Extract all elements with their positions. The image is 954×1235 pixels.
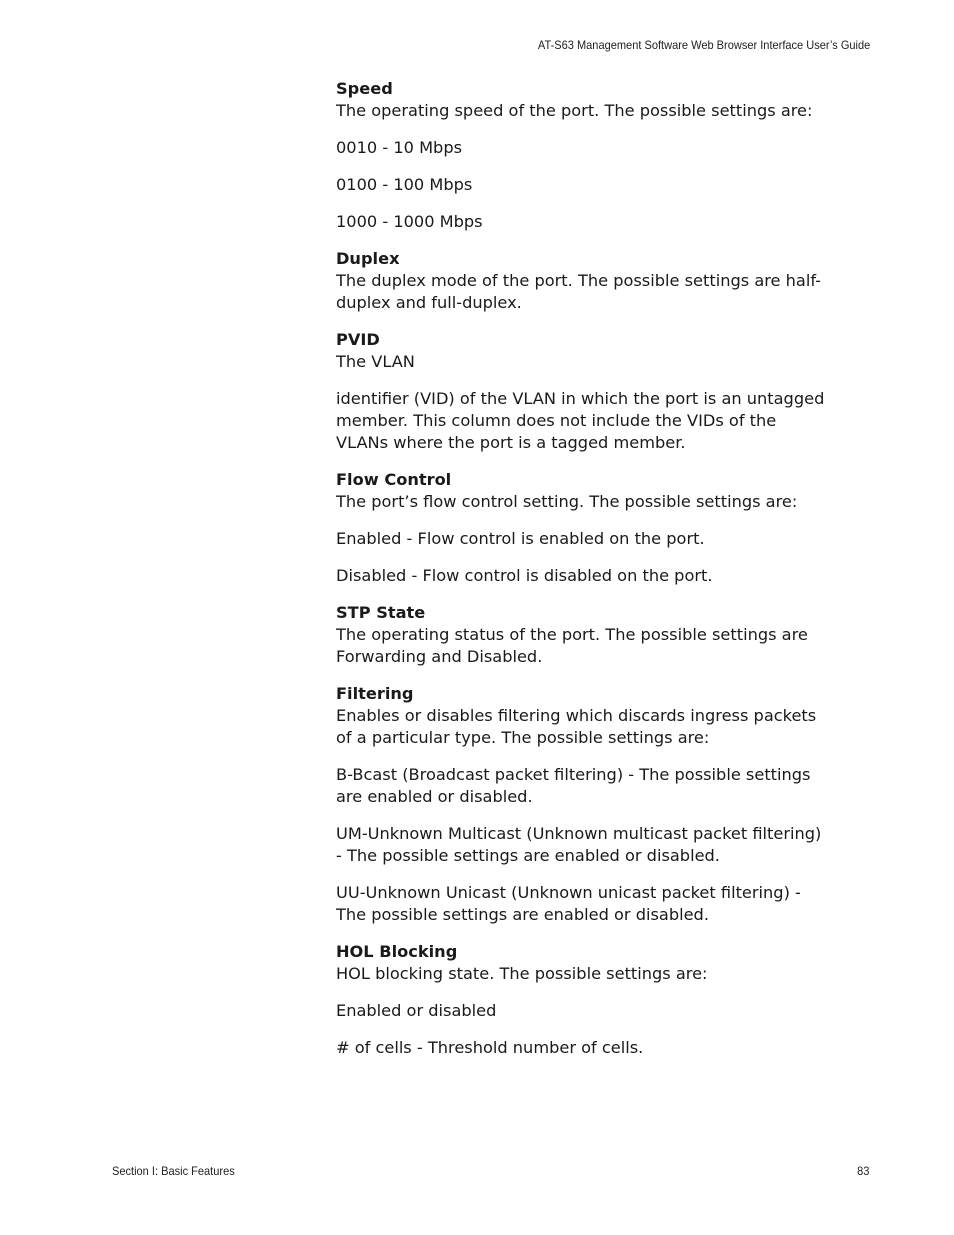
section-speed — [336, 78, 832, 233]
filtering-unknown-unicast: UU-Unknown Unicast (Unknown unicast packet filtering) - The possible settings are enabled or disabled. — [336, 883, 801, 924]
filtering-description: Enables or disables filtering which discards ingress packets of a particular type. The possible settings are: — [336, 706, 817, 747]
flow-control-description: The port’s flow control setting. The possible settings are: — [336, 492, 798, 511]
pvid-description: identifier (VID) of the VLAN in which the port is an untagged member. This column does not include the VIDs of the VLANs where the port is a tagged member. — [336, 389, 825, 452]
section-filtering — [336, 683, 832, 926]
hol-blocking-description: HOL blocking state. The possible settings are: — [336, 964, 708, 983]
section-flow-control — [336, 469, 832, 587]
stp-state-description: The operating status of the port. The possible settings are Forwarding and Disabled. — [336, 625, 808, 666]
section-stp-state — [336, 602, 832, 668]
term-flow-control: Flow Control — [336, 470, 452, 489]
section-duplex — [336, 248, 832, 314]
document-body — [336, 78, 832, 1074]
term-filtering: Filtering — [336, 684, 414, 703]
term-duplex: Duplex — [336, 249, 400, 268]
term-pvid: PVID — [336, 330, 380, 349]
pvid-description-line: The VLAN — [336, 352, 415, 371]
flow-control-disabled: Disabled - Flow control is disabled on the port. — [336, 566, 713, 585]
duplex-description: The duplex mode of the port. The possible settings are half-duplex and full-duplex. — [336, 271, 821, 312]
speed-description: The operating speed of the port. The possible settings are: — [336, 101, 813, 120]
filtering-bcast: B-Bcast (Broadcast packet filtering) - The possible settings are enabled or disabled. — [336, 765, 811, 806]
term-speed: Speed — [336, 79, 393, 98]
section-hol-blocking — [336, 941, 832, 1059]
running-header: AT-S63 Management Software Web Browser Interface User’s Guide — [537, 38, 870, 52]
speed-setting-1000: 1000 - 1000 Mbps — [336, 212, 483, 231]
page-number: 83 — [856, 1164, 869, 1178]
hol-blocking-enabled: Enabled or disabled — [336, 1001, 497, 1020]
speed-setting-10: 0010 - 10 Mbps — [336, 138, 463, 157]
speed-setting-100: 0100 - 100 Mbps — [336, 175, 473, 194]
term-stp-state: STP State — [336, 603, 426, 622]
section-pvid — [336, 329, 832, 454]
footer-section: Section I: Basic Features — [112, 1164, 235, 1178]
hol-blocking-cells: # of cells - Threshold number of cells. — [336, 1038, 644, 1057]
term-hol-blocking: HOL Blocking — [336, 942, 458, 961]
filtering-unknown-multicast: UM-Unknown Multicast (Unknown multicast packet filtering) - The possible settings are enabled or disabled. — [336, 824, 822, 865]
flow-control-enabled: Enabled - Flow control is enabled on the port. — [336, 529, 705, 548]
